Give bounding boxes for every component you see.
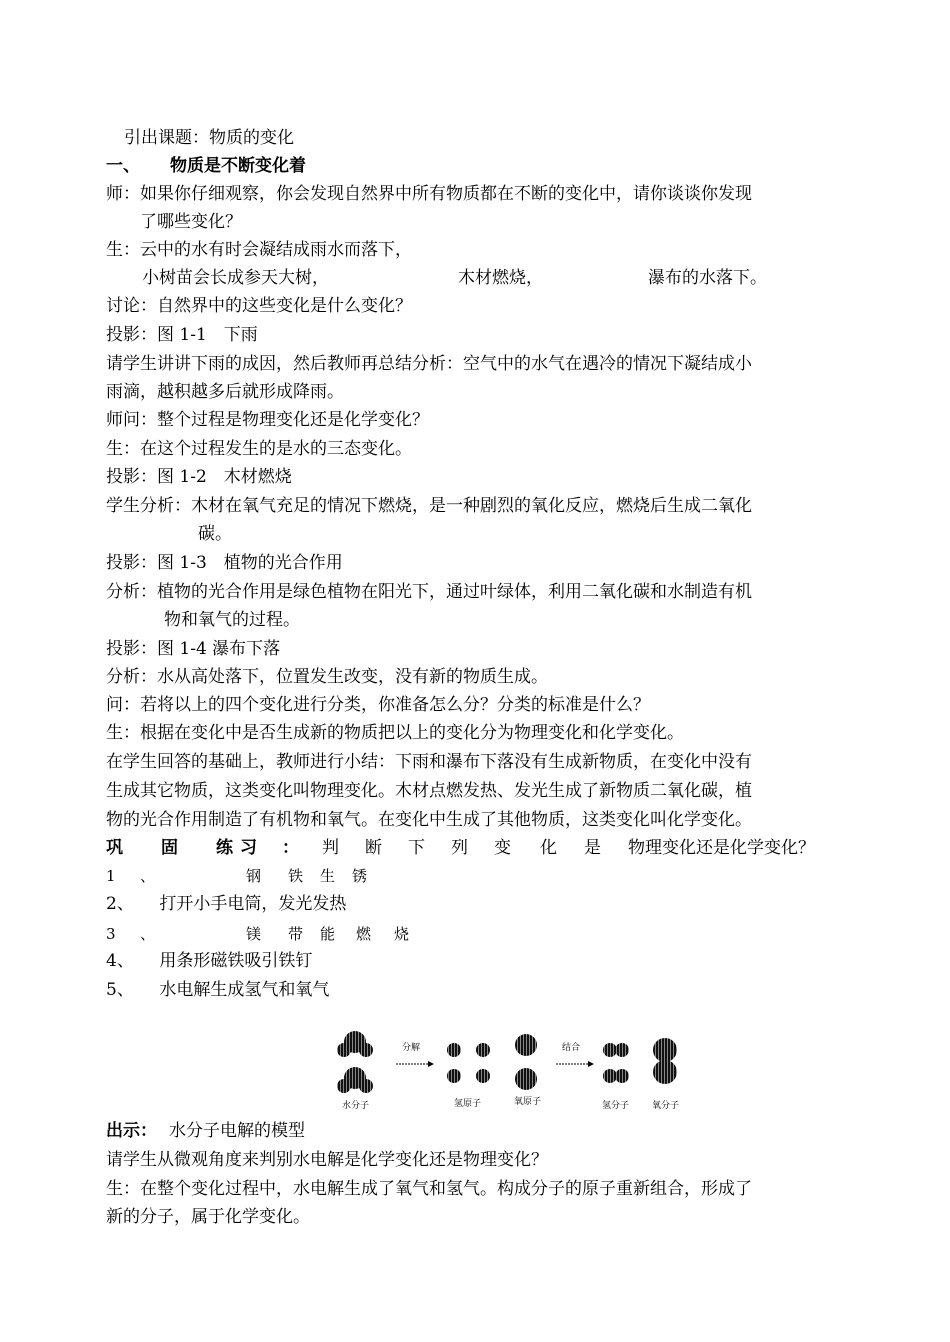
practice-char: 是 [584,838,601,858]
question-3: 问：若将以上的四个变化进行分类，你准备怎么分？分类的标准是什么？ [106,695,650,715]
item3-char: 3 [106,925,116,943]
item1-char: 锈 [352,867,368,885]
heading-number: 一、 [106,156,140,176]
analysis-waterfall: 分析：水从高处落下，位置发生改变，没有新的物质生成。 [106,667,548,687]
oxygen-atom-icon [515,1034,537,1090]
hydrogen-molecule-icon [603,1043,629,1083]
item3-char: 带 [288,925,304,943]
practice-char: 巩 [106,838,123,858]
item1-char: 钢 [246,867,262,885]
hydrogen-atom-icon [447,1043,490,1083]
item3-char: 燃 [356,925,372,943]
water-molecule-icon [337,1031,373,1057]
item3-char: 烧 [394,925,410,943]
student-answer-2: 生：在这个过程发生的是水的三态变化。 [106,439,412,459]
teacher-question-1-cont: 了哪些变化？ [140,212,242,232]
item1-char: 、 [140,867,156,885]
item1-char: 生 [320,867,336,885]
oxygen-molecule-label: 氧分子 [652,1101,680,1111]
section-heading: 物质是不断变化着 [170,156,306,176]
practice-char: 断 [365,838,382,858]
practice-char: 判 [322,838,339,858]
practice-item-2: 2、 打开小手电筒，发光发热 [106,894,347,914]
decompose-label: 分解 [402,1043,421,1053]
show-label: 出示： [106,1121,157,1141]
practice-char: ： [282,838,299,858]
practice-item-4: 4、 用条形磁铁吸引铁钉 [106,951,313,971]
intro-line: 引出课题：物质的变化 [124,128,294,148]
water-molecule-icon [337,1067,373,1093]
analysis-photosynthesis-cont: 物和氧气的过程。 [164,610,300,630]
student-answer-3: 生：根据在变化中是否生成新的物质把以上的变化分为物理变化和化学变化。 [106,723,684,743]
student-answer-4: 生：在整个变化过程中，水电解生成了氧气和氢气。构成分子的原子重新组合，形成了 [106,1179,752,1199]
student-analysis: 学生分析：木材在氧气充足的情况下燃烧，是一种剧烈的氧化反应，燃烧后生成二氧化 [106,496,752,516]
projection-1: 投影：图 1-1 下雨 [106,325,258,345]
practice-char: 下 [408,838,425,858]
practice-char: 列 [451,838,468,858]
analysis-rain-cont: 雨滴，越积越多后就形成降雨。 [106,382,344,402]
practice-char: 化 [540,838,557,858]
example-tree: 小树苗会长成参天大树， [142,268,329,288]
hydrogen-atom-label: 氢原子 [454,1099,482,1109]
summary-line-2: 生成其它物质，这类变化叫物理变化。木材点燃发热、发光生成了新物质二氧化碳，植 [106,781,752,801]
ask-line: 请学生从微观角度来判别水电解是化学变化还是物理变化？ [106,1150,548,1170]
practice-char: 变 [494,838,511,858]
summary-line-3: 物的光合作用制造了有机物和氧气。在变化中生成了其他物质，这类变化叫化学变化。 [106,810,752,830]
student-analysis-cont: 碳。 [198,524,232,544]
arrow-icon [396,1061,434,1067]
practice-tail: 物理变化还是化学变化？ [628,838,815,858]
discussion-line: 讨论：自然界中的这些变化是什么变化？ [106,296,412,316]
item3-char: 镁 [246,925,262,943]
analysis-rain: 请学生讲讲下雨的成因，然后教师再总结分析：空气中的水气在遇冷的情况下凝结成小 [106,354,752,374]
practice-char: 固 [161,838,178,858]
student-answer-1: 生：云中的水有时会凝结成雨水而落下， [106,240,412,260]
projection-2: 投影：图 1-2 木材燃烧 [106,467,292,487]
example-wood: 木材燃烧， [458,268,543,288]
example-waterfall: 瀑布的水落下。 [648,268,767,288]
practice-char: 练 [216,838,233,858]
projection-3: 投影：图 1-3 植物的光合作用 [106,553,343,573]
summary-line-1: 在学生回答的基础上，教师进行小结：下雨和瀑布下落没有生成新物质，在变化中没有 [106,752,752,772]
teacher-question-2: 师问：整个过程是物理变化还是化学变化？ [106,410,429,430]
water-molecule-label: 水分子 [342,1101,370,1111]
arrow-icon [556,1061,594,1067]
oxygen-atom-label: 氧原子 [514,1097,542,1107]
item1-char: 1 [106,867,116,885]
hydrogen-molecule-label: 氢分子 [602,1101,630,1111]
analysis-photosynthesis: 分析：植物的光合作用是绿色植物在阳光下，通过叶绿体，利用二氧化碳和水制造有机 [106,582,752,602]
oxygen-molecule-icon [653,1038,677,1084]
item3-char: 能 [320,925,336,943]
practice-item-5: 5、 水电解生成氢气和氧气 [106,980,330,1000]
item1-char: 铁 [288,867,304,885]
projection-4: 投影：图 1-4 瀑布下落 [106,639,281,659]
student-answer-4-cont: 新的分子，属于化学变化。 [106,1207,310,1227]
item3-char: 、 [140,925,156,943]
show-text: 水分子电解的模型 [152,1121,305,1141]
combine-label: 结合 [562,1043,581,1053]
water-electrolysis-diagram [330,1028,700,1114]
teacher-question-1: 师：如果你仔细观察，你会发现自然界中所有物质都在不断的变化中，请你谈谈你发现 [106,184,752,204]
practice-char: 习 [240,838,257,858]
